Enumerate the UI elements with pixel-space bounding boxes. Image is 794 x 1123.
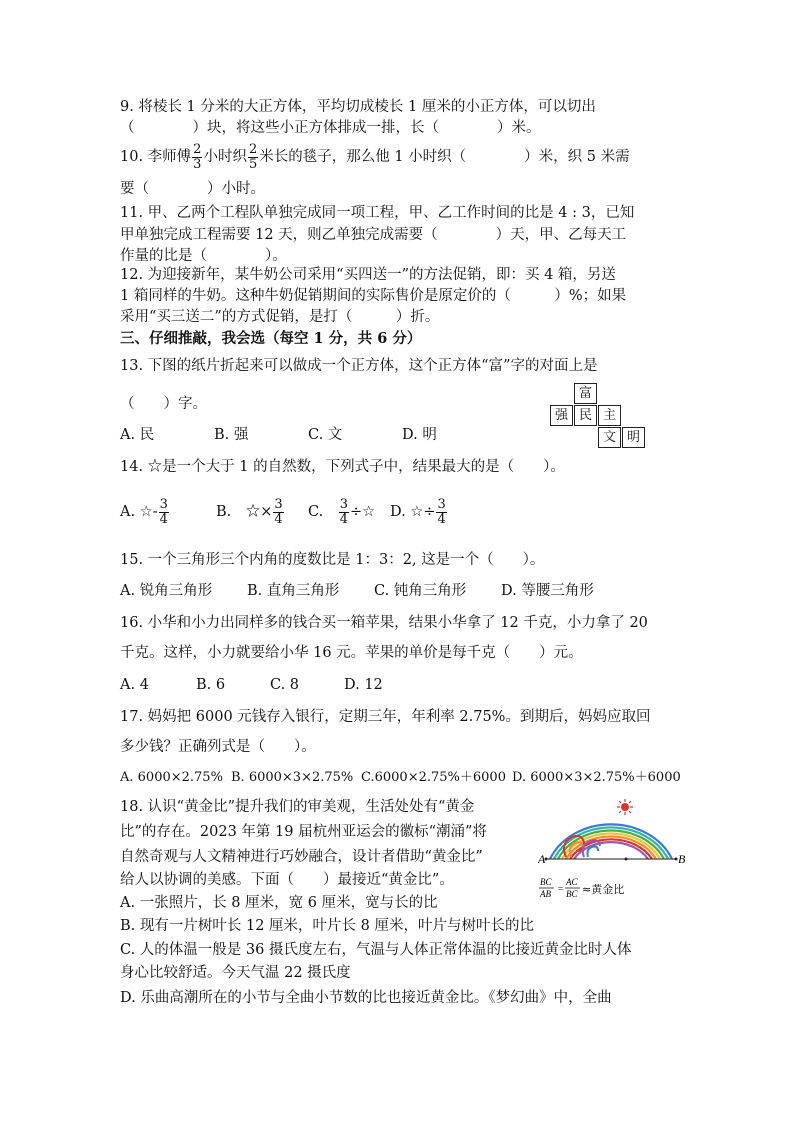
q15-option-a[interactable]: A. 锐角三角形 [120, 583, 213, 599]
q9-line2: （ ）块，将这些小正方体排成一排，长（ ）米。 [120, 120, 541, 136]
q13-option-c[interactable]: C. 文 [308, 427, 343, 443]
q14-option-d[interactable]: D. ☆÷ $\frac{3}{4}$ [390, 496, 446, 527]
golden-ratio-formula [539, 877, 624, 899]
q10-text-a: 10. 李师傅 [120, 149, 192, 166]
q10-line1 [120, 143, 630, 171]
svg-text:AB: AB [540, 889, 551, 899]
q18-line1: 18. 认识“黄金比”提升我们的审美观，生活处处有“黄金 [120, 799, 475, 815]
q14-option-c[interactable]: C. $\frac{3}{4}$ ÷☆ [308, 496, 376, 527]
q15-stem: 15. 一个三角形三个内角的度数比是 1：3：2, 这是一个（ ）。 [120, 552, 545, 568]
asian-games-logo-diagram [538, 797, 688, 907]
q11-line3: 作量的比是（ ）。 [120, 248, 287, 264]
q12-line3: 采用“买三送二”的方式促销，是打（ ）折。 [120, 309, 440, 325]
svg-text:≈黄金比: ≈黄金比 [582, 883, 625, 896]
q12-line2: 1 箱同样的牛奶。这种牛奶促销期间的实际售价是原定价的（ ）%；如果 [120, 288, 627, 304]
logo-svg [538, 797, 688, 907]
q17-options [120, 768, 681, 788]
net-cell-zhu: 主 [598, 405, 621, 426]
q16-option-a[interactable]: A. 4 [120, 677, 149, 693]
q14-options [120, 492, 448, 532]
q18-option-c-line1[interactable]: C. 人的体温一般是 36 摄氏度左右，气温与人体正常体温的比接近黄金比时人体 [120, 942, 632, 958]
q17-line2: 多少钱？正确列式是（ ）。 [120, 739, 316, 755]
net-cell-qiang: 强 [550, 405, 573, 426]
q14-stem: 14. ☆是一个大于 1 的自然数，下列式子中，结果最大的是（ ）。 [120, 459, 565, 475]
q18-line3: 自然奇观与人文精神进行巧妙融合，设计者借助“黄金比” [120, 849, 483, 865]
q11-line1: 11. 甲、乙两个工程队单独完成同一项工程，甲、乙工作时间的比是 4 : 3，已知 [120, 205, 635, 221]
fraction-2-5: $\frac{2}{5}$ [248, 142, 258, 172]
q10-text-c: 米长的毯子，那么他 1 小时织（ ）米，织 5 米需 [259, 149, 630, 166]
q13-line1: 13. 下图的纸片折起来可以做成一个正方体，这个正方体“富”字的对面上是 [120, 358, 598, 374]
q17-line1: 17. 妈妈把 6000 元钱存入银行，定期三年，年利率 2.75%。到期后，妈妈应取回 [120, 709, 651, 725]
q16-option-c[interactable]: C. 8 [270, 677, 300, 693]
q18-option-d[interactable]: D. 乐曲高潮所在的小节与全曲小节数的比也接近黄金比。《梦幻曲》中，全曲 [120, 990, 612, 1006]
net-cell-wen: 文 [598, 427, 621, 448]
q17-option-d[interactable]: D. 6000×3×2.75%＋6000 [512, 770, 681, 785]
q17-option-b[interactable]: B. 6000×3×2.75% [231, 770, 354, 785]
q10-text-b: 小时织 [203, 149, 247, 166]
sun-icon [617, 799, 633, 815]
q13-option-b[interactable]: B. 强 [214, 427, 249, 443]
q16-options [120, 675, 383, 695]
svg-text:=: = [558, 884, 564, 894]
q15-option-d[interactable]: D. 等腰三角形 [501, 583, 594, 599]
q18-option-c-line2: 身心比较舒适。今天气温 22 摄氏度 [120, 965, 351, 981]
q18-option-b[interactable]: B. 现有一片树叶长 12 厘米，叶片长 8 厘米，叶片与树叶长的比 [120, 918, 534, 934]
q9-line1: 9. 将棱长 1 分米的大正方体，平均切成棱长 1 厘米的小正方体，可以切出 [120, 99, 596, 115]
q17-option-c[interactable]: C.6000×2.75%＋6000 [361, 770, 506, 785]
svg-text:AC: AC [566, 877, 578, 887]
q13-option-d[interactable]: D. 明 [402, 427, 437, 443]
rainbow-arcs [550, 824, 672, 859]
q15-option-b[interactable]: B. 直角三角形 [247, 583, 340, 599]
q15-option-c[interactable]: C. 钝角三角形 [374, 583, 467, 599]
q16-option-d[interactable]: D. 12 [344, 677, 383, 693]
cube-net-diagram [550, 383, 650, 453]
q14-option-a[interactable]: A. ☆- $\frac{3}{4}$ [120, 496, 168, 527]
fraction-2-3: $\frac{2}{3}$ [193, 142, 202, 172]
q13-options [120, 425, 437, 445]
q16-option-b[interactable]: B. 6 [196, 677, 226, 693]
q14-option-b[interactable]: B. ☆× $\frac{3}{4}$ [216, 496, 283, 527]
svg-text:BC: BC [566, 889, 578, 899]
svg-text:BC: BC [540, 877, 552, 887]
net-cell-fu: 富 [574, 383, 597, 404]
net-cell-ming: 明 [622, 427, 645, 448]
point-b-label: B [678, 852, 686, 866]
q13-option-a[interactable]: A. 民 [120, 427, 155, 443]
q13-line2: （ ）字。 [120, 396, 207, 412]
q18-line4: 给人以协调的美感。下面（ ）最接近“黄金比”。 [120, 872, 454, 888]
q10-line2: 要（ ）小时。 [120, 181, 265, 197]
q15-options [120, 581, 594, 601]
q16-line1: 16. 小华和小力出同样多的钱合买一箱苹果，结果小华拿了 12 千克，小力拿了 20 [120, 615, 648, 631]
q12-line1: 12. 为迎接新年，某牛奶公司采用“买四送一”的方法促销，即：买 4 箱，另送 [120, 267, 616, 283]
q16-line2: 千克。这样，小力就要给小华 16 元。苹果的单价是每千克（ ）元。 [120, 645, 583, 661]
net-cell-min: 民 [574, 405, 597, 426]
section-heading: 三、仔细推敲，我会选（每空 1 分，共 6 分） [120, 330, 422, 347]
q18-option-a[interactable]: A. 一张照片，长 8 厘米，宽 6 厘米，宽与长的比 [120, 895, 438, 911]
q17-option-a[interactable]: A. 6000×2.75% [120, 770, 223, 785]
q11-line2: 甲单独完成工程需要 12 天，则乙单独完成需要（ ）天，甲、乙每天工 [120, 227, 627, 243]
point-a-label: A [538, 852, 546, 866]
q18-line2: 比”的存在。2023 年第 19 届杭州亚运会的徽标“潮涌”将 [120, 824, 487, 840]
